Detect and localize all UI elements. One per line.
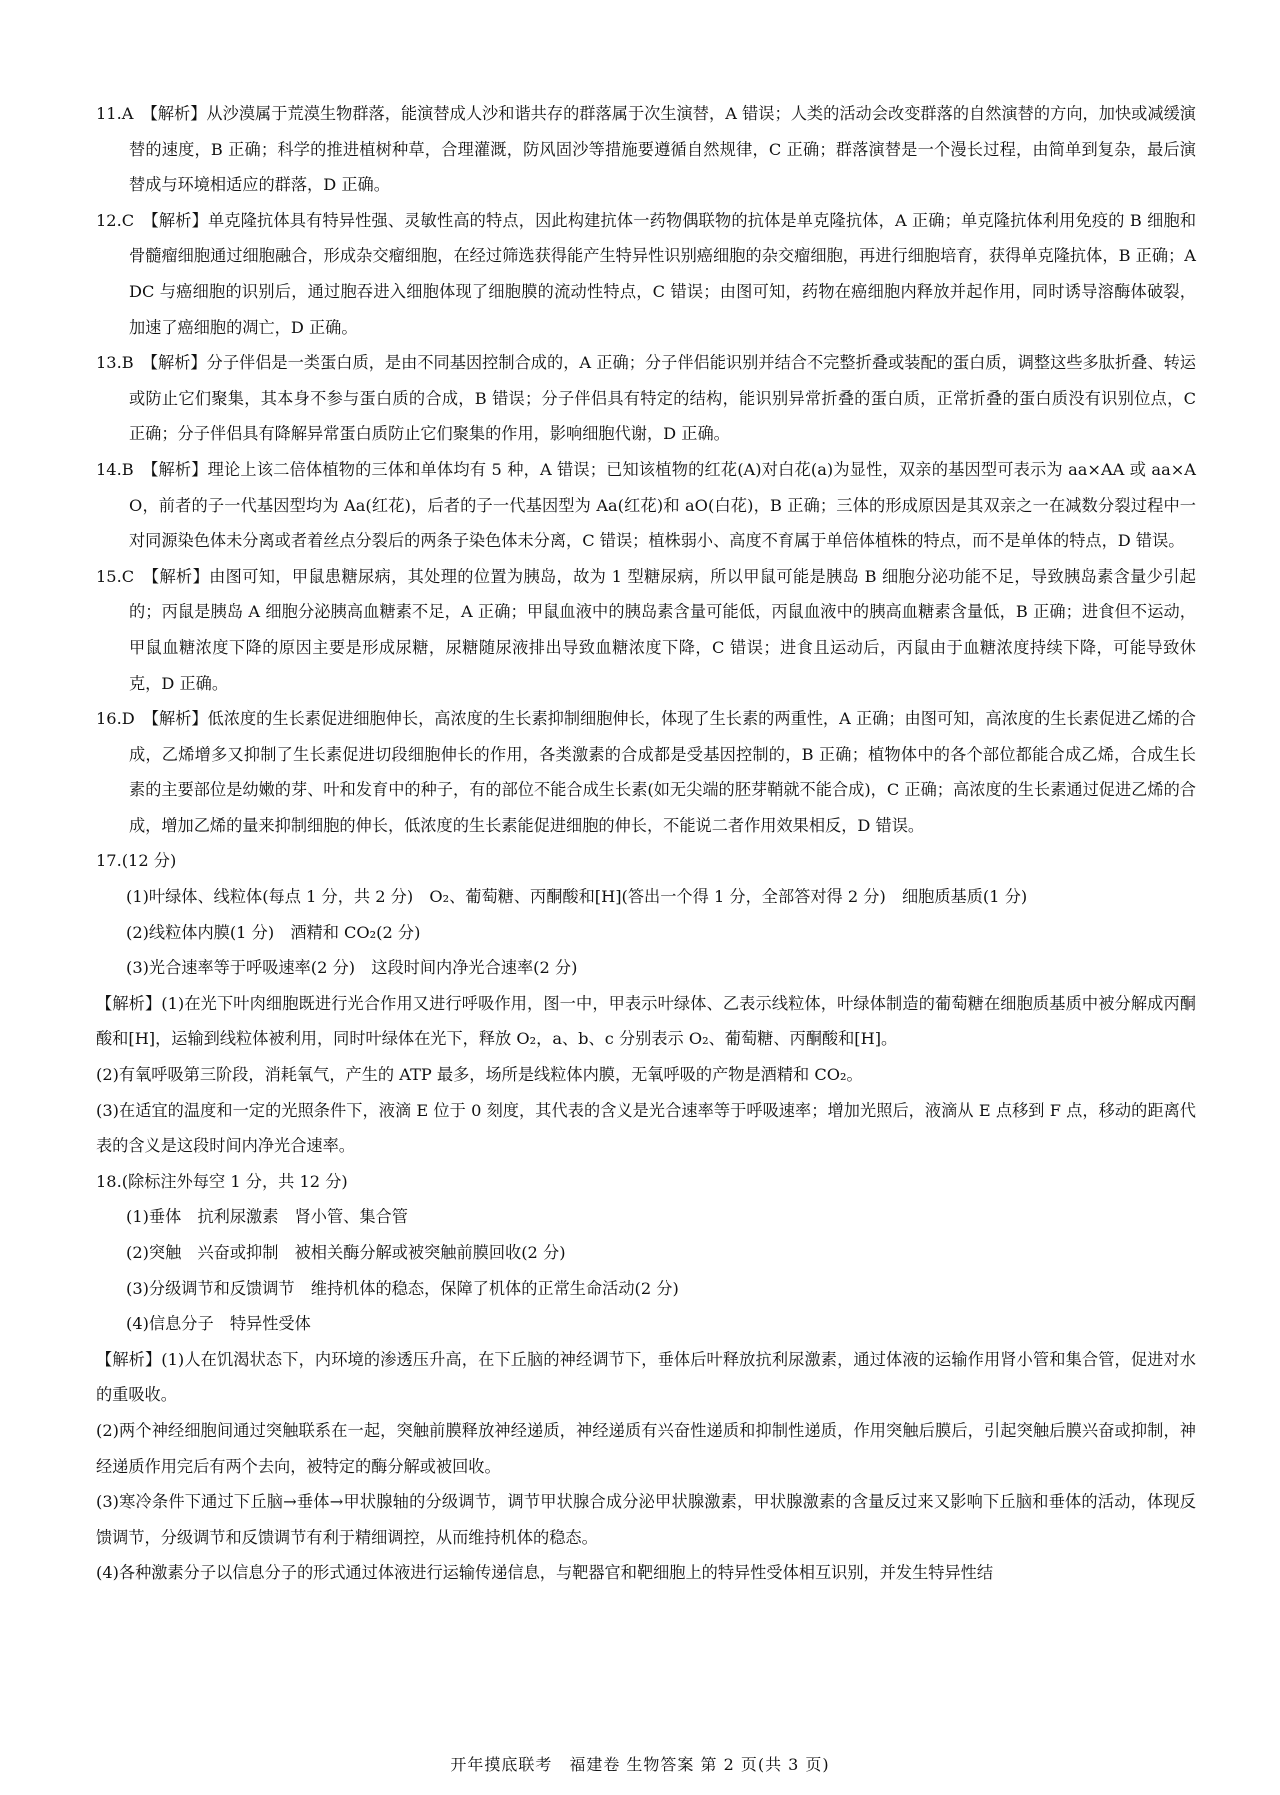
q17-explanation-2: (2)有氧呼吸第三阶段，消耗氧气，产生的 ATP 最多，场所是线粒体内膜，无氧呼吸的产物是酒精和 CO₂。 — [96, 1065, 863, 1085]
answer-q15: 15.C 【解析】由图可知，甲鼠患糖尿病，其处理的位置为胰岛，故为 1 型糖尿病，所以甲鼠可能是胰岛 B 细胞分泌功能不足，导致胰岛素含量少引起的；丙鼠是胰岛 A 细胞分泌胰高血糖素不足，A 正确；甲鼠血液中的胰岛素含量可能低，丙鼠血液中的胰高血糖素含量低，B 正确；进食但不运动，甲鼠血糖浓度下降的原因主要是形成尿糖，尿糖随尿液排出导致血糖浓度下降，C 错误；进食且运动后，丙鼠由于血糖浓度持续下降，可能导致休克，D 正确。 — [96, 566, 1196, 693]
q17-explanation-3: (3)在适宜的温度和一定的光照条件下，液滴 E 位于 0 刻度，其代表的含义是光合速率等于呼吸速率；增加光照后，液滴从 E 点移到 F 点，移动的距离代表的含义是这段时间内净光合速率。 — [96, 1100, 1196, 1156]
question-18-header: 18.(除标注外每空 1 分，共 12 分) — [96, 1171, 348, 1191]
page-footer: 开年摸底联考 福建卷 生物答案 第 2 页(共 3 页) — [450, 1755, 830, 1774]
answer-q16: 16.D 【解析】低浓度的生长素促进细胞伸长，高浓度的生长素抑制细胞伸长，体现了生长素的两重性，A 正确；由图可知，高浓度的生长素促进乙烯的合成，乙烯增多又抑制了生长素促进切段细胞伸长的作用，各类激素的合成都是受基因控制的，B 正确；植物体中的各个部位都能合成乙烯，合成生长素的主要部位是幼嫩的芽、叶和发育中的种子，有的部位不能合成生长素(如无尖端的胚芽鞘就不能合成)，C 正确；高浓度的生长素通过促进乙烯的合成，增加乙烯的量来抑制细胞的伸长，低浓度的生长素能促进细胞的伸长，不能说二者作用效果相反，D 错误。 — [96, 709, 1196, 835]
answer-q12: 12.C 【解析】单克隆抗体具有特异性强、灵敏性高的特点，因此构建抗体一药物偶联物的抗体是单克隆抗体，A 正确；单克隆抗体利用免疫的 B 细胞和骨髓瘤细胞通过细胞融合，形成杂交瘤细胞，在经过筛选获得能产生特异性识别癌细胞的杂交瘤细胞，再进行细胞培育，获得单克隆抗体，B 正确；ADC 与癌细胞的识别后，通过胞吞进入细胞体现了细胞膜的流动性特点，C 错误；由图可知，药物在癌细胞内释放并起作用，同时诱导溶酶体破裂，加速了癌细胞的凋亡，D 正确。 — [96, 210, 1196, 337]
q18-explanation-2: (2)两个神经细胞间通过突触联系在一起，突触前膜释放神经递质，神经递质有兴奋性递质和抑制性递质，作用突触后膜后，引起突触后膜兴奋或抑制，神经递质作用完后有两个去向，被特定的酶分解或被回收。 — [96, 1420, 1196, 1476]
q18-answer-1: (1)垂体 抗利尿激素 肾小管、集合管 — [126, 1207, 408, 1227]
q18-explanation-3: (3)寒冷条件下通过下丘脑→垂体→甲状腺轴的分级调节，调节甲状腺合成分泌甲状腺激素，甲状腺激素的含量反过来又影响下丘脑和垂体的活动，体现反馈调节，分级调节和反馈调节有利于精细调控，从而维持机体的稳态。 — [96, 1492, 1196, 1547]
answer-page — [96, 96, 1196, 1591]
q17-answer-1: (1)叶绿体、线粒体(每点 1 分，共 2 分) O₂、葡萄糖、丙酮酸和[H](答出一个得 1 分，全部答对得 2 分) 细胞质基质(1 分) — [126, 887, 1028, 907]
q18-answer-3: (3)分级调节和反馈调节 维持机体的稳态，保障了机体的正常生命活动(2 分) — [126, 1278, 679, 1298]
q18-answer-2: (2)突触 兴奋或抑制 被相关酶分解或被突触前膜回收(2 分) — [126, 1243, 566, 1262]
q18-explanation-1: 【解析】(1)人在饥渴状态下，内环境的渗透压升高，在下丘脑的神经调节下，垂体后叶释放抗利尿激素，通过体液的运输作用肾小管和集合管，促进对水的重吸收。 — [96, 1349, 1196, 1405]
q18-answer-4: (4)信息分子 特异性受体 — [126, 1314, 311, 1334]
answer-q11: 11.A 【解析】从沙漠属于荒漠生物群落，能演替成人沙和谐共存的群落属于次生演替，A 错误；人类的活动会改变群落的自然演替的方向，加快或减缓演替的速度，B 正确；科学的推进植树种草，合理灌溉，防风固沙等措施要遵循自然规律，C 正确；群落演替是一个漫长过程，由简单到复杂，最后演替成与环境相适应的群落，D 正确。 — [96, 104, 1196, 195]
q18-explanation-4: (4)各种激素分子以信息分子的形式通过体液进行运输传递信息，与靶器官和靶细胞上的特异性受体相互识别，并发生特异性结 — [96, 1563, 994, 1583]
answer-q14: 14.B 【解析】理论上该二倍体植物的三体和单体均有 5 种，A 错误；已知该植物的红花(A)对白花(a)为显性，双亲的基因型可表示为 aa×AA 或 aa×AO，前者的子一代基因型均为 Aa(红花)，后者的子一代基因型为 Aa(红花)和 aO(白花)，B 正确；三体的形成原因是其双亲之一在减数分裂过程中一对同源染色体未分离或者着丝点分裂后的两条子染色体未分离，C 错误；植株弱小、高度不育属于单倍体植株的特点，而不是单体的特点，D 错误。 — [96, 459, 1196, 551]
q17-explanation-1: 【解析】(1)在光下叶肉细胞既进行光合作用又进行呼吸作用，图一中，甲表示叶绿体、乙表示线粒体，叶绿体制造的葡萄糖在细胞质基质中被分解成丙酮酸和[H]，运输到线粒体被利用，同时叶绿体在光下，释放 O₂，a、b、c 分别表示 O₂、葡萄糖、丙酮酸和[H]。 — [96, 993, 1196, 1049]
q17-answer-3: (3)光合速率等于呼吸速率(2 分) 这段时间内净光合速率(2 分) — [126, 958, 578, 978]
question-17-header: 17.(12 分) — [96, 851, 177, 871]
q17-answer-2: (2)线粒体内膜(1 分) 酒精和 CO₂(2 分) — [126, 922, 421, 942]
answer-q13: 13.B 【解析】分子伴侣是一类蛋白质，是由不同基因控制合成的，A 正确；分子伴侣能识别并结合不完整折叠或装配的蛋白质，调整这些多肽折叠、转运或防止它们聚集，其本身不参与蛋白质的合成，B 错误；分子伴侣具有特定的结构，能识别异常折叠的蛋白质，正常折叠的蛋白质没有识别位点，C 正确；分子伴侣具有降解异常蛋白质防止它们聚集的作用，影响细胞代谢，D 正确。 — [96, 353, 1196, 444]
